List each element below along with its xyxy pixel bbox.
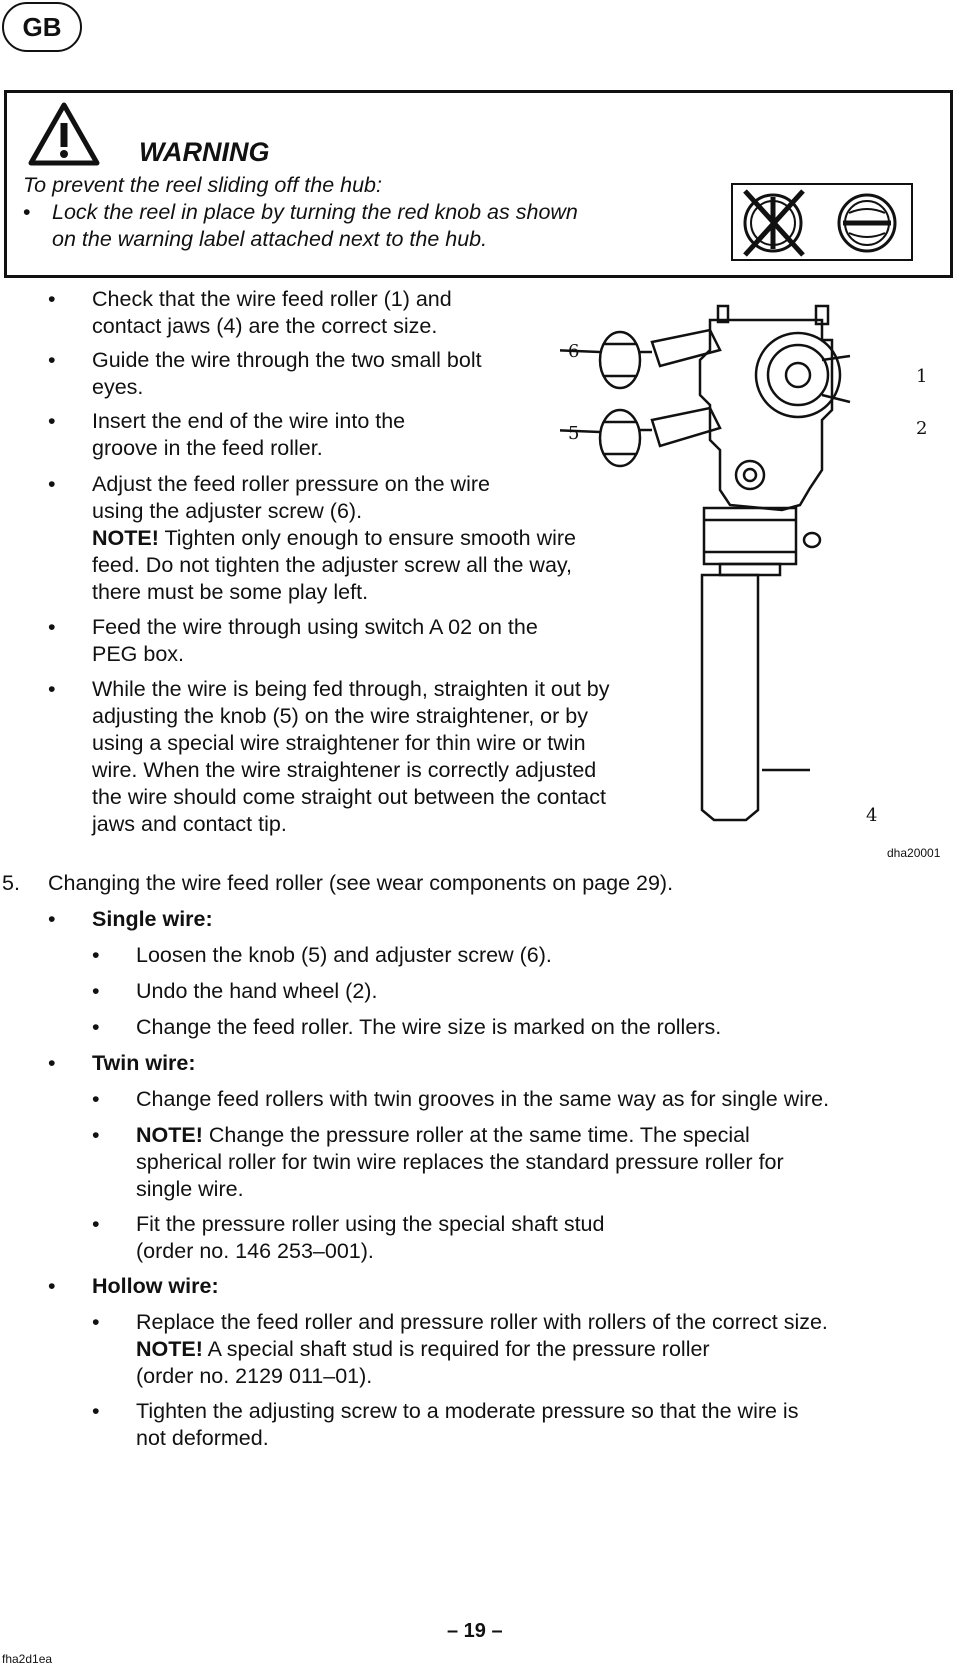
note-label: NOTE!	[92, 526, 159, 550]
figure-label-1: 1	[916, 366, 928, 387]
warning-title: WARNING	[139, 137, 270, 167]
bullet: •	[48, 677, 56, 701]
note-label: NOTE!	[136, 1337, 203, 1361]
hollow-wire-note-line	[136, 1336, 710, 1364]
step-line: adjusting the knob (5) on the wire straightener, or by	[92, 704, 588, 728]
bullet: •	[92, 1123, 100, 1147]
figure-code: dha20001	[887, 846, 941, 860]
figure-label-2: 2	[916, 418, 928, 439]
step-line: PEG box.	[92, 642, 185, 666]
step-line: using a special wire straightener for thin wire or twin	[92, 731, 586, 755]
bullet: •	[48, 287, 56, 311]
step-line: jaws and contact tip.	[92, 812, 287, 836]
note-line-2: feed. Do not tighten the adjuster screw all the way,	[92, 553, 573, 577]
single-wire-item: Change the feed roller. The wire size is marked on the rollers.	[136, 1015, 722, 1039]
step-line: the wire should come straight out between the contact	[92, 785, 606, 809]
warning-box	[4, 90, 953, 278]
section-number: 5.	[2, 871, 20, 895]
figure-label-4: 4	[866, 805, 878, 826]
twin-wire-item: Fit the pressure roller using the special shaft stud	[136, 1212, 605, 1236]
note-text: Change the pressure roller at the same time. The special	[202, 1123, 750, 1147]
bullet: •	[92, 943, 100, 967]
hollow-wire-item: (order no. 2129 011–01).	[136, 1364, 373, 1388]
step-line: using the adjuster screw (6).	[92, 499, 363, 523]
bullet: •	[48, 1051, 56, 1075]
twin-wire-note-line-3: single wire.	[136, 1177, 244, 1201]
section-title: Changing the wire feed roller (see wear components on page 29).	[48, 871, 674, 895]
step-line: Insert the end of the wire into the	[92, 409, 406, 433]
twin-wire-note-line-2: spherical roller for twin wire replaces the standard pressure roller for	[136, 1150, 784, 1174]
bullet: •	[92, 1015, 100, 1039]
step-line: groove in the feed roller.	[92, 436, 323, 460]
reel-lock-warning-label-image	[731, 183, 913, 261]
twin-wire-item: (order no. 146 253–001).	[136, 1239, 374, 1263]
bullet: •	[92, 1310, 100, 1334]
bullet: •	[48, 472, 56, 496]
step-line: While the wire is being fed through, straighten it out by	[92, 677, 610, 701]
note-label: NOTE!	[136, 1123, 203, 1147]
wire-feed-mechanism-diagram	[560, 300, 960, 840]
bullet: •	[92, 1087, 100, 1111]
bullet: •	[48, 615, 56, 639]
hollow-wire-item: not deformed.	[136, 1426, 269, 1450]
warning-bullet-line-2: on the warning label attached next to the hub.	[52, 227, 488, 251]
warning-bullet: •	[23, 200, 31, 224]
hollow-wire-item: Replace the feed roller and pressure roller with rollers of the correct size.	[136, 1310, 828, 1334]
bullet: •	[48, 1274, 56, 1298]
figure-label-6: 6	[568, 341, 580, 362]
twin-wire-item: Change feed rollers with twin grooves in the same way as for single wire.	[136, 1087, 830, 1111]
step-line: Check that the wire feed roller (1) and	[92, 287, 452, 311]
bullet: •	[92, 1399, 100, 1423]
single-wire-item: Loosen the knob (5) and adjuster screw (6).	[136, 943, 552, 967]
twin-wire-heading: Twin wire:	[92, 1051, 196, 1075]
page-number: – 19 –	[447, 1620, 503, 1642]
hollow-wire-heading: Hollow wire:	[92, 1274, 219, 1298]
step-line: Adjust the feed roller pressure on the wire	[92, 472, 490, 496]
note-text: A special shaft stud is required for the pressure roller	[202, 1337, 710, 1361]
language-badge: GB	[2, 2, 82, 52]
warning-bullet-line-1: Lock the reel in place by turning the red knob as shown	[52, 200, 578, 224]
bullet: •	[92, 1212, 100, 1236]
hollow-wire-item: Tighten the adjusting screw to a moderate pressure so that the wire is	[136, 1399, 799, 1423]
step-line: Feed the wire through using switch A 02 on the	[92, 615, 538, 639]
warning-intro: To prevent the reel sliding off the hub:	[23, 173, 382, 197]
document-code: fha2d1ea	[2, 1652, 53, 1666]
note-line-1	[92, 525, 576, 553]
bullet: •	[48, 409, 56, 433]
note-line-3: there must be some play left.	[92, 580, 369, 604]
figure-label-5: 5	[568, 423, 580, 444]
step-line: contact jaws (4) are the correct size.	[92, 314, 438, 338]
bullet: •	[48, 907, 56, 931]
note-text: Tighten only enough to ensure smooth wire	[158, 526, 577, 550]
twin-wire-note-line-1	[136, 1122, 750, 1150]
step-line: Guide the wire through the two small bolt	[92, 348, 482, 372]
bullet: •	[48, 348, 56, 372]
single-wire-heading: Single wire:	[92, 907, 213, 931]
warning-triangle-icon	[27, 101, 101, 167]
step-line: eyes.	[92, 375, 144, 399]
single-wire-item: Undo the hand wheel (2).	[136, 979, 378, 1003]
bullet: •	[92, 979, 100, 1003]
step-line: wire. When the wire straightener is correctly adjusted	[92, 758, 597, 782]
